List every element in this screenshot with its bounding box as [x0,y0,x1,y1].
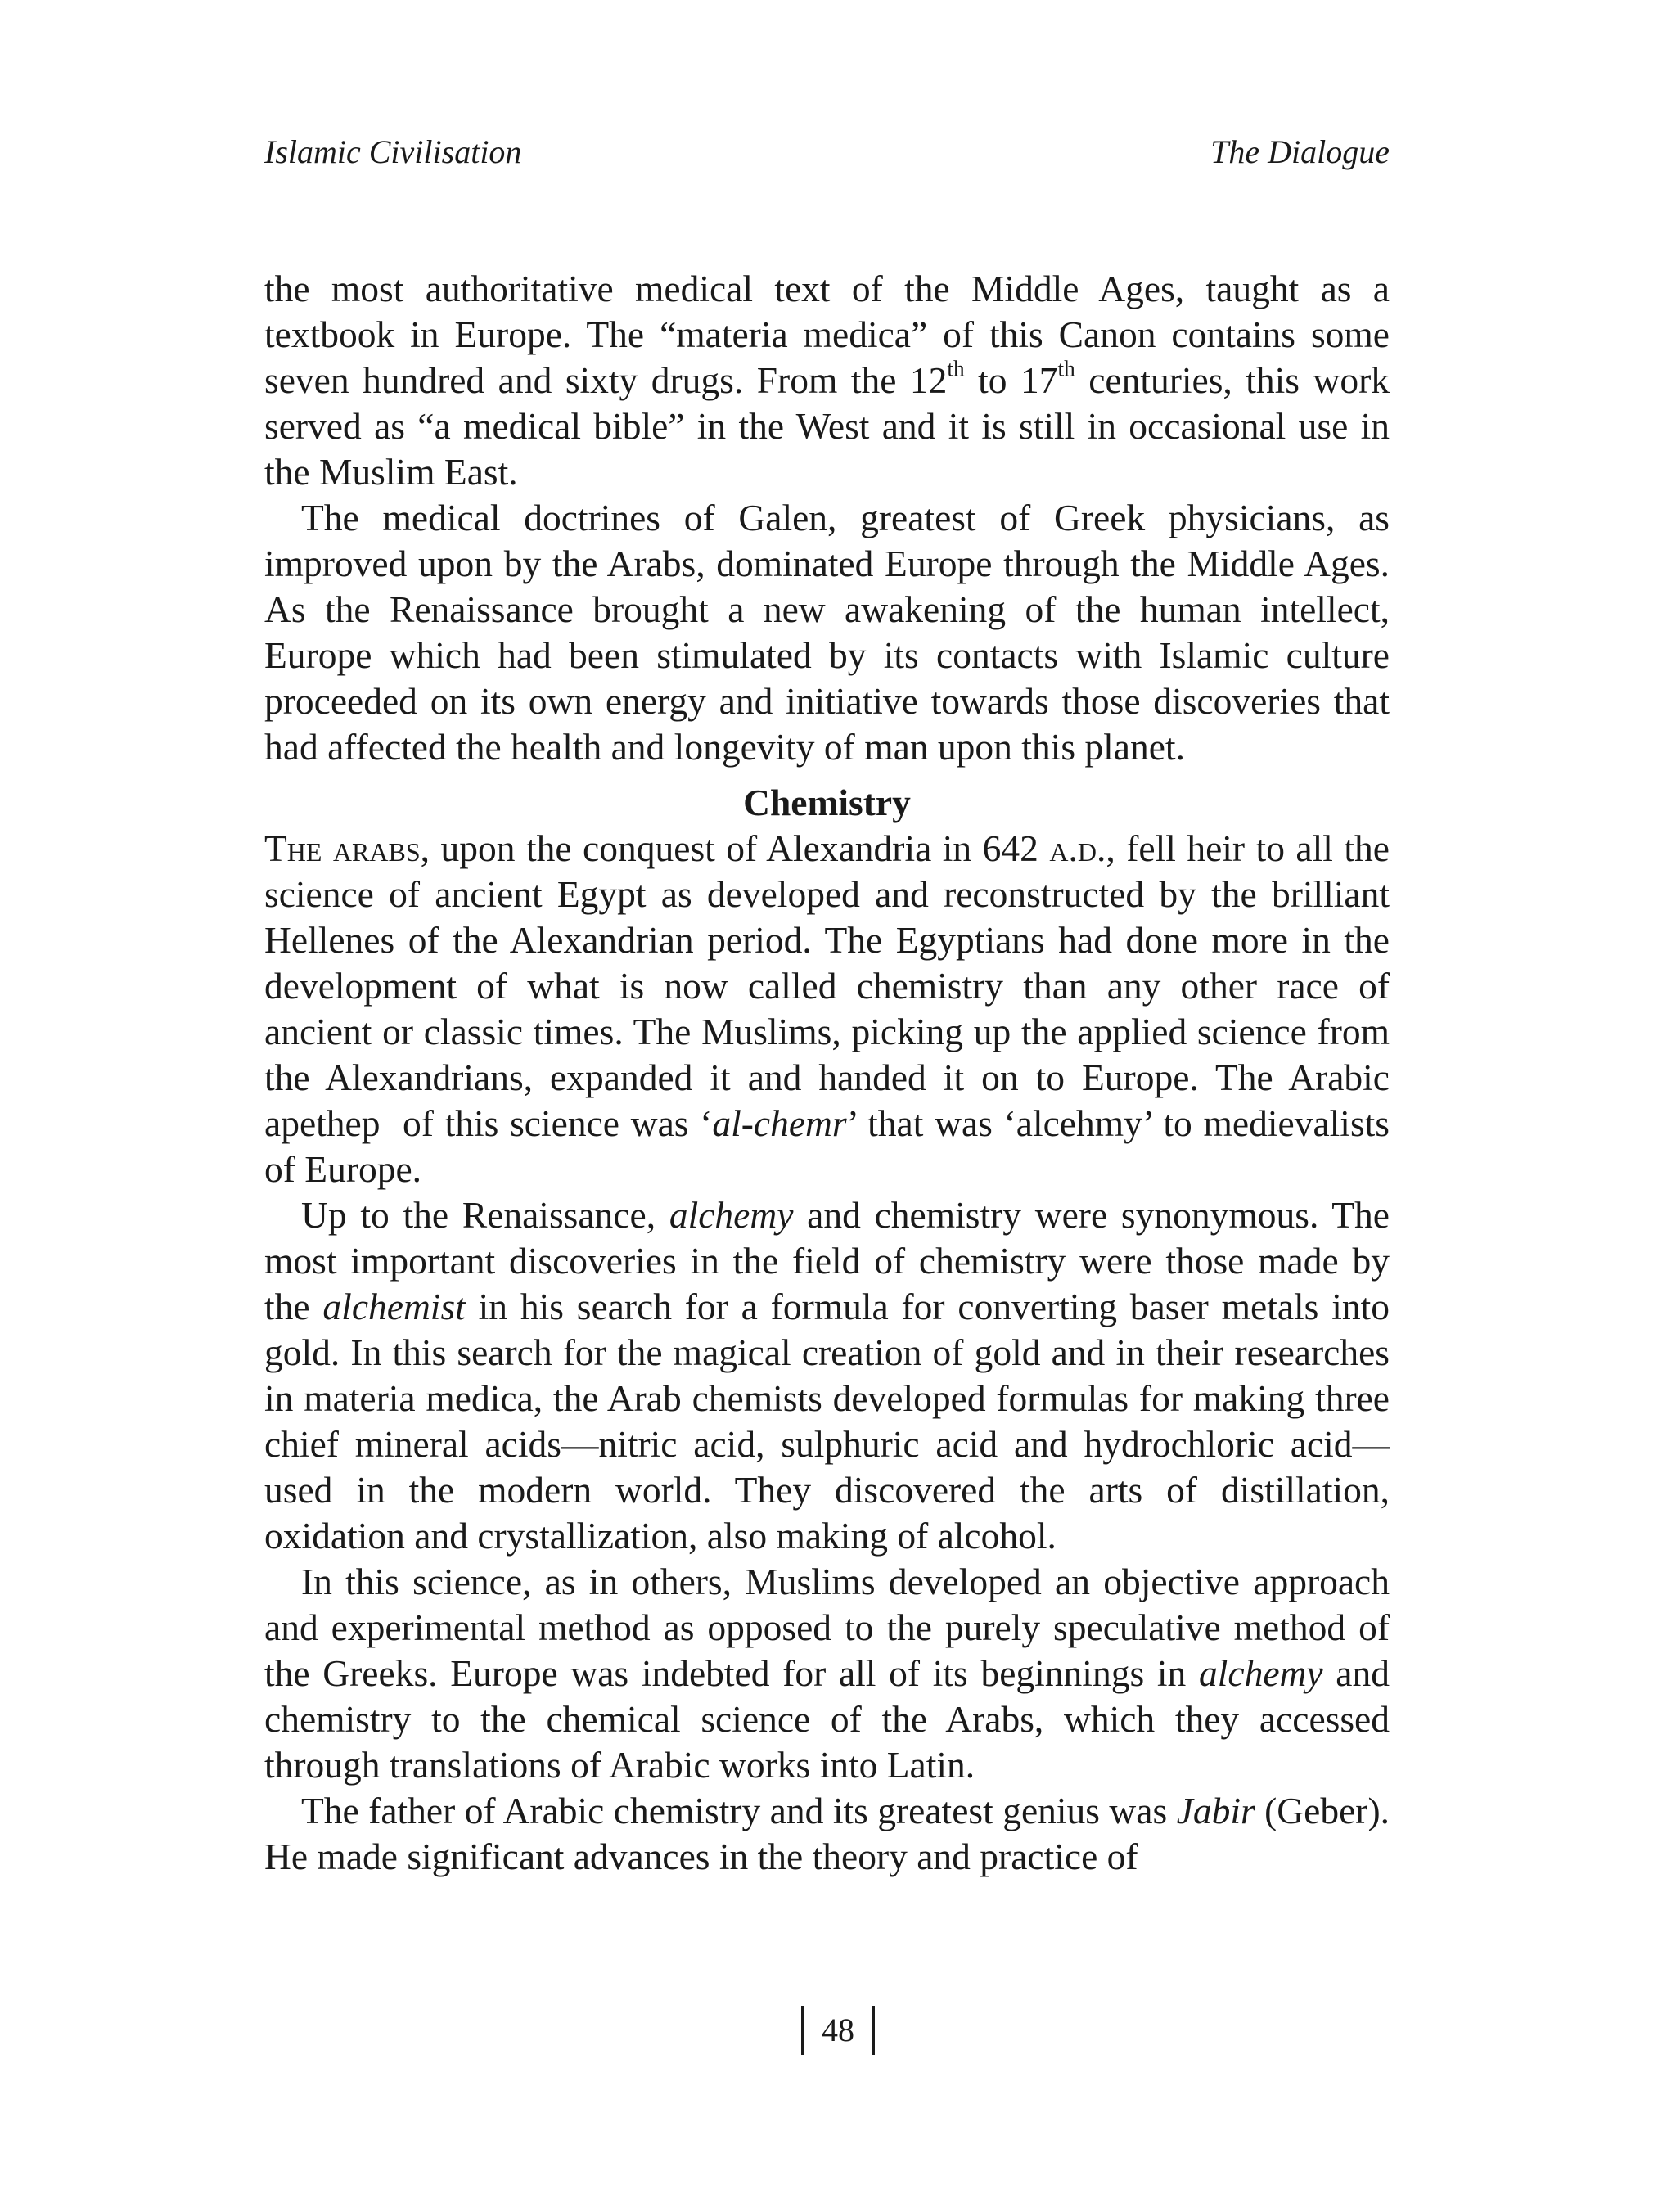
paragraph-arabs-alexandria [264,826,1390,1192]
paragraph-experimental-method [264,1559,1390,1788]
p4-italic-2: alchemist [322,1286,466,1327]
p4-text-a: Up to the Renaissance, [301,1194,669,1236]
p3-text-b: , fell heir to all the science of ancient Egypt as developed and reconstructed by the brilliant Hellenes of the Alexandrian period. The Egyptians had done more in the development of what is now called chemistry than any other race of ancient or classic times. The Muslims, picking up the applied science from the Alexandrians, expanded it and handed it on to Europe. The Arabic apethep of this science was ‘ [264,827,1390,1144]
running-head [264,129,1390,175]
p5-text-a: In this science, as in others, Muslims developed an objective approach and experimental method as opposed to the purely speculative method of the Greeks. Europe was indebted for all of its beginnings in [264,1561,1390,1694]
p3-text-a: , upon the conquest of Alexandria in 642 [420,827,1050,869]
p6-italic-1: Jabir [1176,1790,1255,1831]
page-number: 48 [801,2006,875,2055]
p1-superscript-2: th [1057,356,1075,381]
p5-italic-1: alchemy [1198,1652,1323,1694]
p3-term-italic: al-chemr [712,1102,847,1144]
p1-text-a: the most authoritative medical text of the Middle Ages, taught as a textbook in Europe. The “materia medica” of this Canon contains some seven hundred and sixty drugs. From the 12 [264,268,1390,401]
page-footer [0,2006,1676,2055]
paragraph-renaissance-alchemy [264,1192,1390,1559]
p6-text-a: The father of Arabic chemistry and its greatest genius was [301,1790,1177,1831]
header-book-title: Islamic Civilisation [264,133,522,170]
p1-text-b: to 17 [964,359,1058,401]
paragraph-jabir [264,1788,1390,1880]
page-body [264,266,1390,1880]
p3-text-c: ’ that was ‘alcehmy’ to medievalists of Europe. [264,1102,1390,1190]
p6-text-b: (Geber). He made significant advances in the theory and practice of [264,1790,1390,1877]
p1-superscript-1: th [947,356,965,381]
p3-era-smallcaps: a.d. [1049,827,1106,869]
p4-italic-1: alchemy [669,1194,794,1236]
p1-text-c: centuries, this work served as “a medical bible” in the West and it is still in occasional use in the Muslim East. [264,359,1390,493]
p4-text-c: in his search for a formula for converting baser metals into gold. In this search for the magical creation of gold and in their researches in materia medica, the Arab chemists developed formulas for making three chief mineral acids—nitric acid, sulphuric acid and hydrochloric acid—used in the modern world. They discovered the arts of distillation, oxidation and crystallization, also making of alcohol. [264,1286,1390,1557]
section-heading-chemistry: Chemistry [743,782,911,823]
p3-lead-smallcaps: The arabs [264,827,421,869]
paragraph-canon-continuation [264,266,1390,495]
p5-text-b: and chemistry to the chemical science of the Arabs, which they accessed through translations of Arabic works into Latin. [264,1652,1390,1786]
p4-text-b: and chemistry were synonymous. The most important discoveries in the field of chemistry were those made by the [264,1194,1390,1327]
paragraph-galen: The medical doctrines of Galen, greatest of Greek physicians, as improved upon by the Arabs, dominated Europe through the Middle Ages. As the Renaissance brought a new awakening of the human intellect, Europe which had been stimulated by its contacts with Islamic culture proceeded on its own energy and initiative towards those discoveries that had affected the health and longevity of man upon this planet. [264,497,1390,768]
header-section-title: The Dialogue [1210,133,1390,170]
